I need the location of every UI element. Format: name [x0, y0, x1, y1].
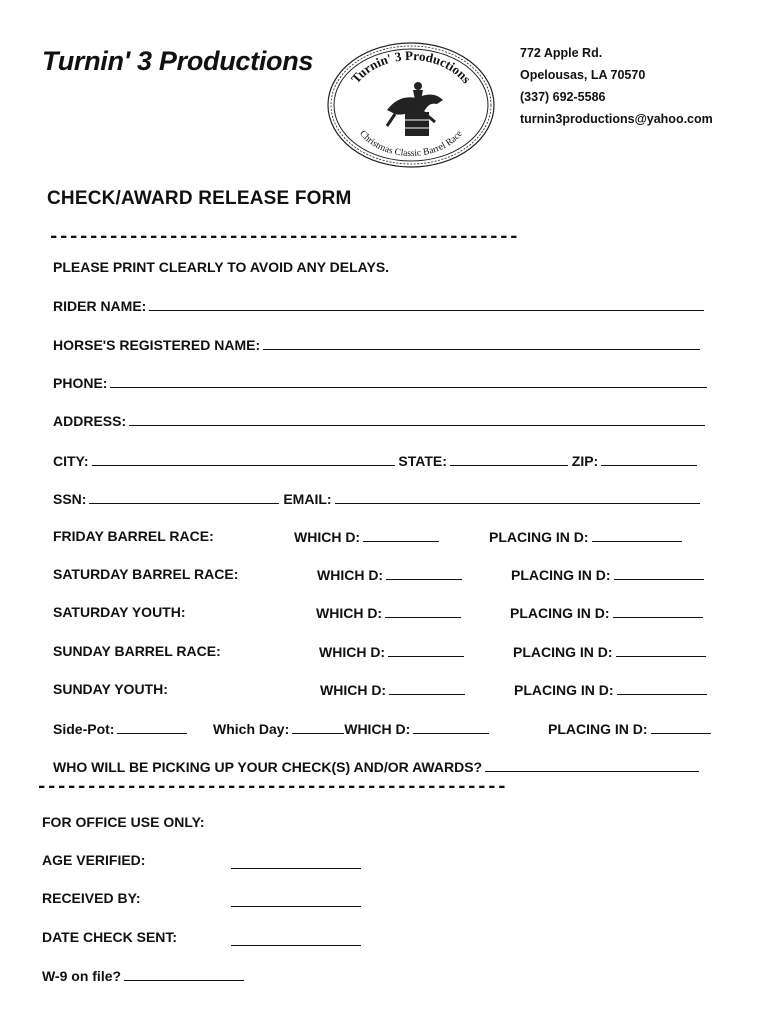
- sidepot-which-d-label: WHICH D:: [344, 721, 411, 737]
- which-d-field[interactable]: [386, 566, 462, 580]
- sidepot-placing-row: [548, 720, 711, 737]
- race-which-d: [294, 528, 439, 545]
- svg-text:Turnin' 3 Productions: [348, 48, 474, 86]
- contact-email: turnin3productions@yahoo.com: [520, 112, 713, 126]
- rider-name-row: [53, 297, 704, 314]
- logo-top-text: Turnin' 3 Productions: [347, 47, 475, 87]
- sidepot-field[interactable]: [117, 720, 187, 734]
- which-day-row: [213, 720, 489, 737]
- race-label: FRIDAY BARREL RACE:: [53, 528, 214, 544]
- race-placing: [489, 528, 682, 545]
- race-which-d: [320, 681, 465, 698]
- placing-label: PLACING IN D:: [511, 567, 611, 583]
- address-label: ADDRESS:: [53, 413, 127, 429]
- rider-name-label: RIDER NAME:: [53, 298, 147, 314]
- contact-address-line2: Opelousas, LA 70570: [520, 68, 646, 82]
- office-heading: FOR OFFICE USE ONLY:: [42, 814, 205, 830]
- company-title: Turnin' 3 Productions: [42, 46, 314, 76]
- placing-label: PLACING IN D:: [513, 644, 613, 660]
- placing-field[interactable]: [614, 566, 704, 580]
- company-logo: [325, 40, 497, 170]
- race-label: SUNDAY BARREL RACE:: [53, 643, 221, 659]
- race-which-d: [319, 643, 464, 660]
- zip-field[interactable]: [601, 452, 697, 466]
- which-d-label: WHICH D:: [320, 682, 387, 698]
- phone-field[interactable]: [110, 374, 707, 388]
- address-field[interactable]: [129, 412, 705, 426]
- form-title: CHECK/AWARD RELEASE FORM: [47, 188, 352, 209]
- state-label: STATE:: [398, 453, 447, 469]
- email-label: EMAIL:: [283, 491, 332, 507]
- which-d-label: WHICH D:: [316, 605, 383, 621]
- city-label: CITY:: [53, 453, 89, 469]
- pickup-row: [53, 758, 699, 775]
- race-label: SATURDAY YOUTH:: [53, 604, 186, 620]
- email-field[interactable]: [335, 490, 700, 504]
- horse-rider-icon: [387, 82, 443, 136]
- which-day-label: Which Day:: [213, 721, 290, 737]
- ssn-label: SSN:: [53, 491, 87, 507]
- contact-phone: (337) 692-5586: [520, 90, 606, 104]
- w9-field[interactable]: [124, 967, 244, 981]
- w9-label: W-9 on file?: [42, 968, 122, 984]
- race-label: SUNDAY YOUTH:: [53, 681, 168, 697]
- rider-name-field[interactable]: [149, 297, 704, 311]
- ssn-email-row: [53, 490, 700, 507]
- date-check-sent-field[interactable]: [231, 932, 361, 946]
- pickup-field[interactable]: [485, 758, 699, 772]
- separator-top: -----------------------------------------------: [48, 226, 519, 248]
- ssn-field[interactable]: [89, 490, 279, 504]
- which-d-field[interactable]: [363, 528, 439, 542]
- logo-bottom-text: Christmas Classic Barrel Race: [357, 128, 465, 160]
- phone-row: [53, 374, 707, 391]
- age-verified-field[interactable]: [231, 855, 361, 869]
- race-placing: [511, 566, 704, 583]
- race-which-d: [317, 566, 462, 583]
- which-d-field[interactable]: [388, 643, 464, 657]
- placing-label: PLACING IN D:: [489, 529, 589, 545]
- sidepot-which-d-field[interactable]: [413, 720, 489, 734]
- sidepot-placing-field[interactable]: [651, 720, 711, 734]
- pickup-label: WHO WILL BE PICKING UP YOUR CHECK(S) AND/OR AWARDS?: [53, 759, 483, 775]
- race-label: SATURDAY BARREL RACE:: [53, 566, 239, 582]
- placing-field[interactable]: [616, 643, 706, 657]
- placing-field[interactable]: [592, 528, 682, 542]
- contact-address-line1: 772 Apple Rd.: [520, 46, 603, 60]
- sidepot-label: Side-Pot:: [53, 721, 115, 737]
- city-field[interactable]: [92, 452, 395, 466]
- horse-name-field[interactable]: [263, 336, 700, 350]
- race-placing: [510, 604, 703, 621]
- city-state-zip-row: [53, 452, 697, 469]
- placing-field[interactable]: [613, 604, 703, 618]
- placing-field[interactable]: [617, 681, 707, 695]
- which-d-label: WHICH D:: [294, 529, 361, 545]
- race-placing: [513, 643, 706, 660]
- w9-row: [42, 967, 244, 984]
- placing-label: PLACING IN D:: [510, 605, 610, 621]
- race-which-d: [316, 604, 461, 621]
- instruction-text: PLEASE PRINT CLEARLY TO AVOID ANY DELAYS.: [53, 259, 390, 275]
- which-day-field[interactable]: [292, 720, 344, 734]
- date-check-sent-label: DATE CHECK SENT:: [42, 929, 178, 945]
- which-d-label: WHICH D:: [317, 567, 384, 583]
- which-d-label: WHICH D:: [319, 644, 386, 660]
- state-field[interactable]: [450, 452, 568, 466]
- race-placing: [514, 681, 707, 698]
- horse-name-row: [53, 336, 700, 353]
- received-by-field[interactable]: [231, 893, 361, 907]
- which-d-field[interactable]: [385, 604, 461, 618]
- sidepot-row: [53, 720, 187, 737]
- age-verified-label: AGE VERIFIED:: [42, 852, 146, 868]
- address-row: [53, 412, 705, 429]
- received-by-label: RECEIVED BY:: [42, 890, 141, 906]
- phone-label: PHONE:: [53, 375, 108, 391]
- sidepot-placing-label: PLACING IN D:: [548, 721, 648, 737]
- horse-name-label: HORSE'S REGISTERED NAME:: [53, 337, 261, 353]
- placing-label: PLACING IN D:: [514, 682, 614, 698]
- zip-label: ZIP:: [571, 453, 599, 469]
- separator-bottom: -----------------------------------------------: [36, 776, 507, 798]
- which-d-field[interactable]: [389, 681, 465, 695]
